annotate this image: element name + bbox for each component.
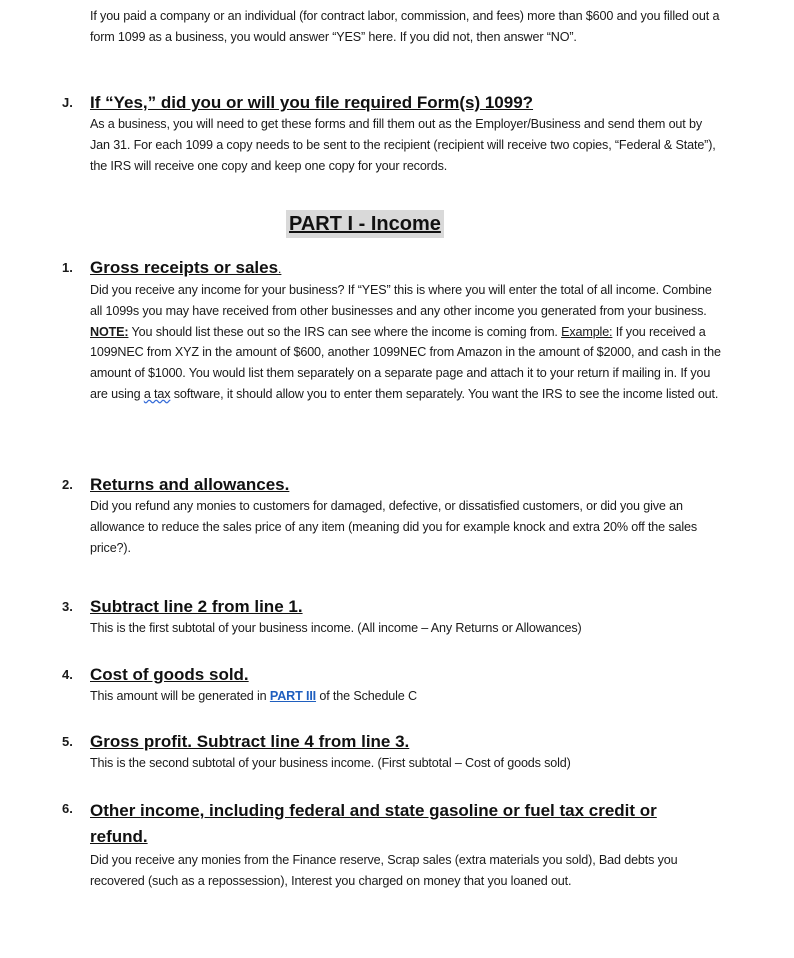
section-j xyxy=(62,92,722,176)
grammar-flagged-text[interactable]: a tax xyxy=(143,386,171,401)
item-heading-text: Gross receipts or sales xyxy=(90,258,279,277)
item-1 xyxy=(62,257,722,405)
item-body: Did you receive any monies from the Finance reserve, Scrap sales (extra materials you sold), Bad debts you recovered (such as a repossession), Interest you charged on money that you loaned out. xyxy=(90,853,678,888)
section-body: As a business, you will need to get these forms and fill them out as the Employer/Business and send them out by Jan 31. For each 1099 a copy needs to be sent to the recipient (recipient will receive two copies, “Federal & State”), the IRS will receive one copy and keep one copy for your records. xyxy=(90,117,716,173)
body-text: If you received a 1099NEC from XYZ in the amount of $600, another 1099NEC from Amazon in the amount of $2000, and cash in the amount of $1000. You would list them separately on a separate page and attach it to your return if mailing in. If you are using xyxy=(90,324,721,401)
body-text: This amount will be generated in xyxy=(90,689,270,703)
item-body: This is the first subtotal of your business income. (All income – Any Returns or Allowances) xyxy=(90,621,582,635)
item-number: 4. xyxy=(62,667,73,682)
body-text: software, it should allow you to enter them separately. You want the IRS to see the income listed out. xyxy=(170,386,719,401)
item-body: This is the second subtotal of your business income. (First subtotal – Cost of goods sold) xyxy=(90,756,571,770)
item-number: 5. xyxy=(62,734,73,749)
item-heading: Other income, including federal and state gasoline or fuel tax credit or refund. xyxy=(90,801,657,846)
heading-suffix: . xyxy=(278,262,282,276)
item-5 xyxy=(62,731,722,774)
item-body xyxy=(90,686,722,707)
part-iii-link[interactable]: PART III xyxy=(269,689,317,703)
item-heading: Subtract line 2 from line 1. xyxy=(90,597,303,616)
item-3 xyxy=(62,596,722,639)
section-number: J. xyxy=(62,95,73,110)
item-body xyxy=(90,280,722,405)
example-label: Example: xyxy=(561,324,613,339)
note-label: NOTE: xyxy=(90,324,129,339)
section-heading: If “Yes,” did you or will you file required Form(s) 1099? xyxy=(90,93,534,112)
item-body: Did you refund any monies to customers for damaged, defective, or dissatisfied customers, or did you give an allowance to reduce the sales price of any item (meaning did you for example knock and extra 20% off the sales price?). xyxy=(90,499,698,555)
item-heading xyxy=(90,257,722,280)
item-6 xyxy=(62,798,722,892)
item-number: 2. xyxy=(62,477,73,492)
part-title: PART I - Income xyxy=(286,210,444,238)
item-heading: Cost of goods sold. xyxy=(90,665,249,684)
item-number: 1. xyxy=(62,260,73,275)
body-text: Did you receive any income for your business? If “YES” this is where you will enter the total of all income. Combine all 1099s you may have received from other businesses and any other income you generated from your business. xyxy=(90,283,712,318)
intro-paragraph xyxy=(62,6,722,48)
item-4 xyxy=(62,664,722,707)
body-text: of the Schedule C xyxy=(316,689,417,703)
item-heading: Gross profit. Subtract line 4 from line 3. xyxy=(90,732,410,751)
item-heading: Returns and allowances. xyxy=(90,475,290,494)
item-number: 6. xyxy=(62,801,73,816)
intro-text: If you paid a company or an individual (for contract labor, commission, and fees) more than $600 and you filled out a form 1099 as a business, you would answer “YES” here. If you did not, then answer “NO”. xyxy=(90,9,720,44)
body-text: You should list these out so the IRS can see where the income is coming from. xyxy=(128,324,562,339)
item-number: 3. xyxy=(62,599,73,614)
item-2 xyxy=(62,474,722,558)
